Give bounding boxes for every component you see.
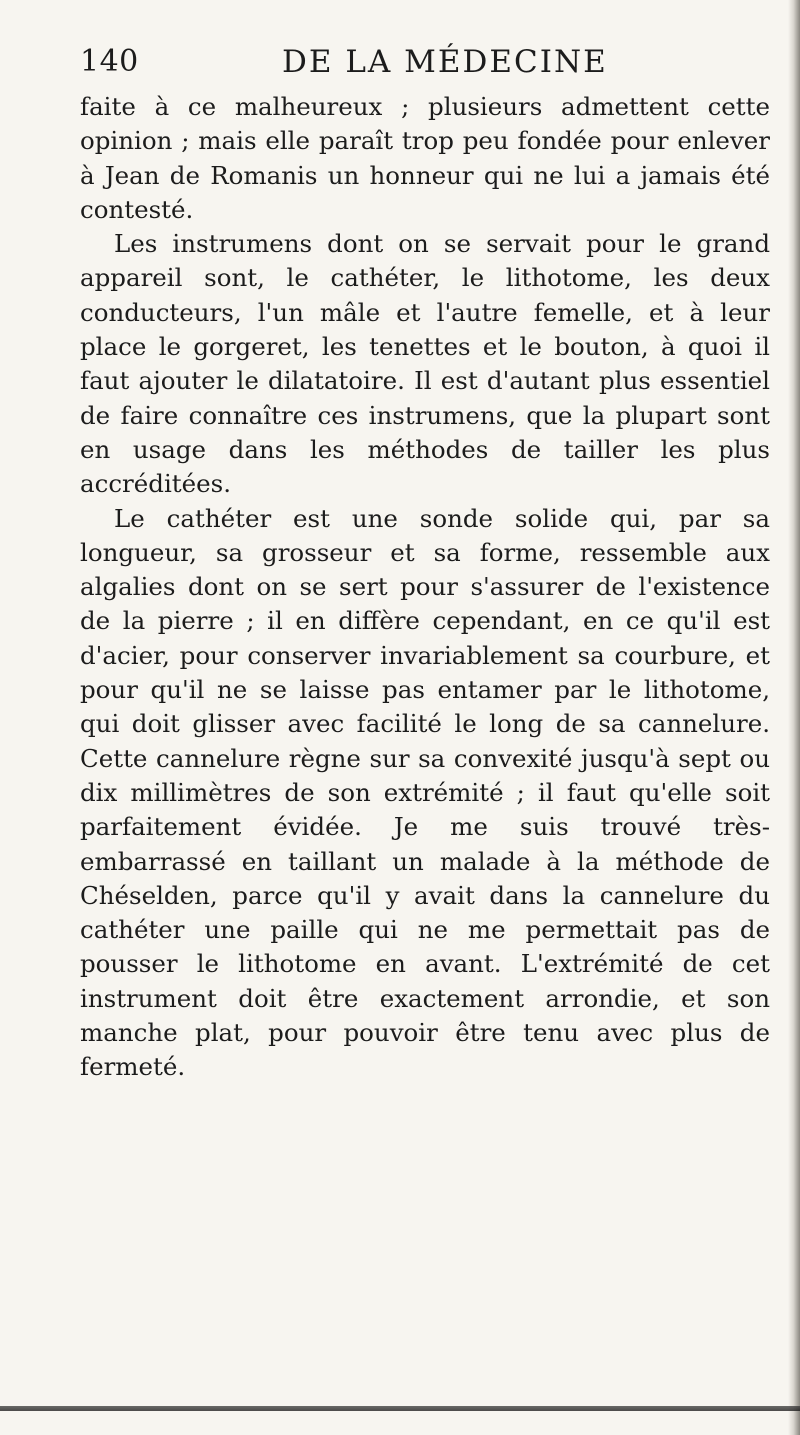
page-number: 140 <box>80 44 139 79</box>
paragraph-continued: faite à ce malheureux ; plusieurs admettent cette opinion ; mais elle paraît trop peu fondée pour enlever à Jean de Romanis un honneur qui ne lui a jamais été contesté. <box>80 92 770 224</box>
page-header <box>80 44 720 94</box>
body-text <box>80 90 770 1085</box>
bottom-edge-rule <box>0 1406 800 1411</box>
running-title: DE LA MÉDECINE <box>282 44 608 80</box>
paragraph-instruments: Les instrumens dont on se servait pour le grand appareil sont, le cathéter, le lithotome, les deux conducteurs, l'un mâle et l'autre femelle, et à leur place le gorgeret, les tenettes et le bouton, à quoi il faut ajouter le dilatatoire. Il est d'autant plus essentiel de faire connaître ces instrumens, que la plupart sont en usage dans les méthodes de tailler les plus accréditées. <box>80 229 770 499</box>
paragraph-catheter: Le cathéter est une sonde solide qui, par sa longueur, sa grosseur et sa forme, ressemble aux algalies dont on se sert pour s'assurer de l'existence de la pierre ; il en diffère cependant, en ce qu'il est d'acier, pour conserver invariablement sa courbure, et pour qu'il ne se laisse pas entamer par le lithotome, qui doit glisser avec facilité le long de sa cannelure. Cette cannelure règne sur sa convexité jusqu'à sept ou dix millimètres de son extrémité ; il faut qu'elle soit parfaitement évidée. Je me suis trouvé très-embarrassé en taillant un malade à la méthode de Chéselden, parce qu'il y avait dans la cannelure du cathéter une paille qui ne me permettait pas de pousser le lithotome en avant. L'extrémité de cet instrument doit être exactement arrondie, et son manche plat, pour pouvoir être tenu avec plus de fermeté. <box>80 503 770 1082</box>
page-edge-shadow <box>788 0 800 1435</box>
